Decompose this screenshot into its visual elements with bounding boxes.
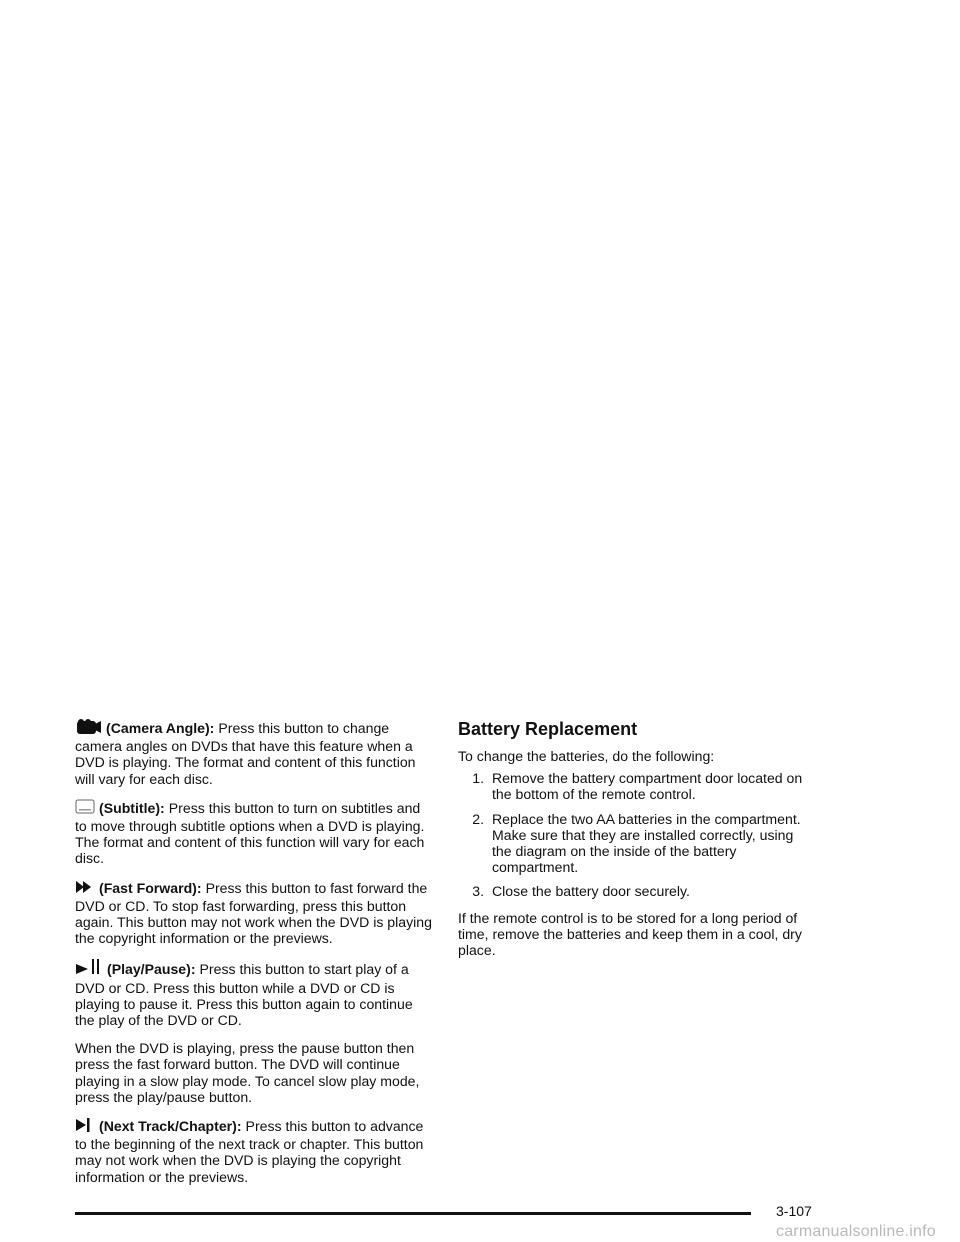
camera-angle-term: (Camera Angle): (106, 720, 215, 736)
subtitle-icon (75, 799, 95, 818)
list-item (458, 770, 813, 802)
next-track-text: Press this button to advance to the beginning of the next track or chapter. This button may not work when the DVD is playing the copyright information or the previews. (75, 1118, 424, 1185)
page-number: 3-107 (776, 1203, 812, 1219)
next-track-term: (Next Track/Chapter): (99, 1118, 242, 1135)
next-track-entry (75, 1117, 435, 1185)
subtitle-entry (75, 799, 435, 867)
step-number: 1. (472, 770, 484, 787)
subtitle-text: Press this button to turn on subtitles and to move through subtitle options when a DVD is playing. The format and content of this function will vary for each disc. (75, 799, 425, 867)
play-pause-entry (75, 958, 435, 1028)
step-number: 2. (472, 810, 484, 827)
footer-rule (75, 1212, 751, 1215)
list-item (458, 811, 813, 876)
list-item (458, 883, 813, 899)
fast-forward-term: (Fast Forward): (99, 879, 202, 896)
step-text: Replace the two AA batteries in the compartment. Make sure that they are installed correctly, using the diagram on the inside of the battery compartment. (492, 810, 801, 876)
camera-angle-text: Press this button to change camera angles on DVDs that have this feature when a DVD is playing. The format and content of this function will vary for each disc. (75, 720, 416, 787)
storage-note: If the remote control is to be stored for a long period of time, remove the batteries and keep them in a cool, dry place. (458, 909, 802, 959)
fast-forward-icon (75, 879, 95, 898)
camera-angle-entry (75, 719, 435, 787)
step-number: 3. (472, 883, 484, 900)
play-pause-text: Press this button to start play of a DVD or CD. Press this button while a DVD or CD is playing to pause it. Press this button again to continue the play of the DVD or CD. (75, 961, 413, 1029)
left-column (75, 719, 435, 1197)
intro-text: To change the batteries, do the following: (458, 748, 715, 764)
camera-angle-icon (75, 719, 102, 738)
step-text: Close the battery door securely. (492, 883, 690, 900)
fast-forward-entry (75, 879, 435, 947)
play-pause-icon (75, 958, 103, 979)
fast-forward-text: Press this button to fast forward the DVD or CD. To stop fast forwarding, press this button again. This button may not work when the DVD is playing the copyright information or the previews. (75, 879, 432, 947)
slow-play-paragraph: When the DVD is playing, press the pause button then press the fast forward button. The DVD will continue playing in a slow play mode. To cancel slow play mode, press the play/pause button. (75, 1040, 420, 1105)
subtitle-term: (Subtitle): (99, 799, 165, 816)
step-text: Remove the battery compartment door located on the bottom of the remote control. (492, 770, 803, 803)
watermark: carmanualsonline.info (776, 1223, 936, 1240)
next-track-icon (75, 1117, 95, 1136)
right-column (458, 719, 813, 970)
steps-list (458, 770, 813, 899)
play-pause-term: (Play/Pause): (107, 961, 196, 978)
section-heading: Battery Replacement (458, 719, 638, 739)
